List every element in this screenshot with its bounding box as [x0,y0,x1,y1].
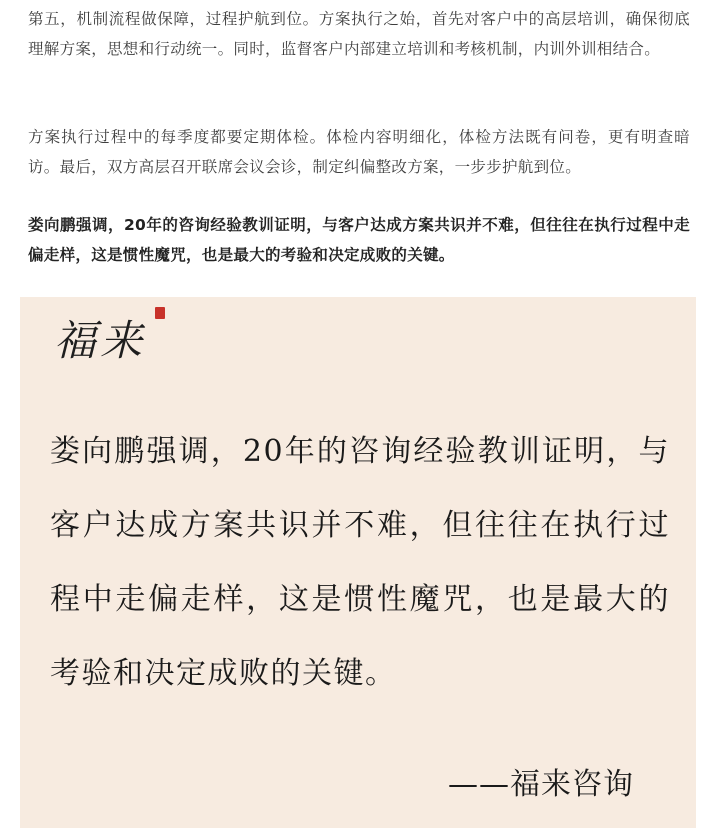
seal-stamp-icon [155,307,165,319]
paragraph-emphasis: 娄向鹏强调，20年的咨询经验教训证明，与客户达成方案共识并不难，但往往在执行过程中走偏走样，这是惯性魔咒，也是最大的考验和决定成败的关键。 [28,216,690,264]
paragraph-quarterly-checkup: 方案执行过程中的每季度都要定期体检。体检内容明细化，体检方法既有问卷，更有明查暗访。最后，双方高层召开联席会议会诊，制定纠偏整改方案，一步步护航到位。 [28,128,690,176]
card-signature: ——福来咨询 [448,767,634,802]
brand-logo: 福来 [54,316,147,365]
quote-card-image [20,297,696,828]
card-quote-text: 娄向鹏强调，20年的咨询经验教训证明，与客户达成方案共识并不难，但往往在执行过程中走偏走样，这是惯性魔咒，也是最大的考验和决定成败的关键。 [50,434,670,691]
paragraph-mechanism: 第五，机制流程做保障，过程护航到位。方案执行之始，首先对客户中的高层培训，确保彻底理解方案，思想和行动统一。同时，监督客户内部建立培训和考核机制，内训外训相结合。 [28,10,690,58]
